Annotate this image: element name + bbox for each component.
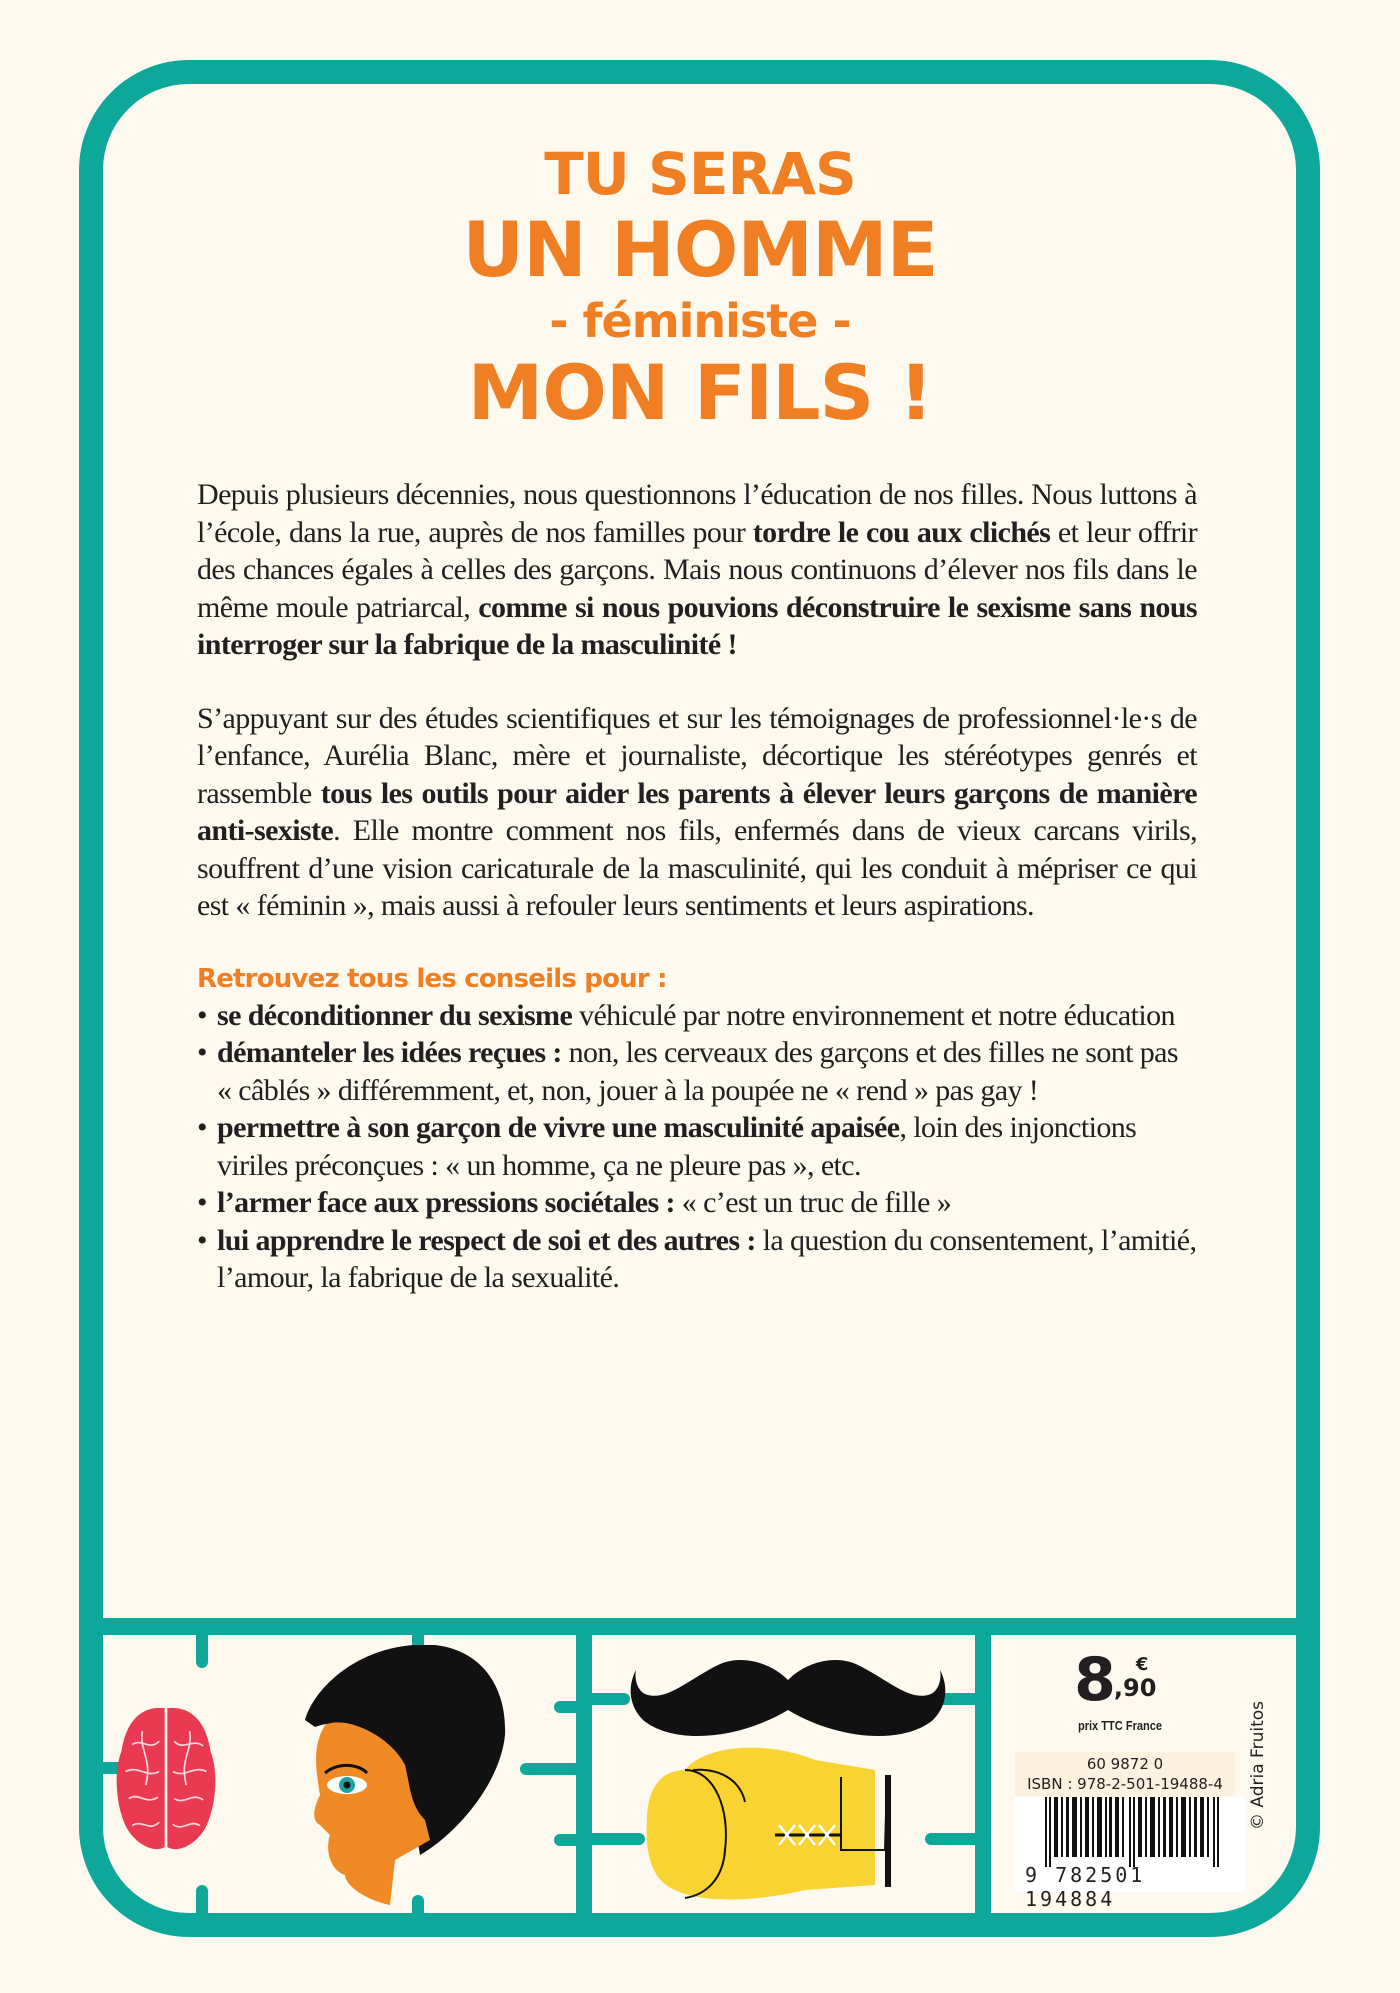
paragraph-1 [197,476,1197,664]
advice-item [197,1034,1197,1109]
sprue-gate [196,1630,208,1668]
p1-text-1: Depuis plusieurs décennies, nous questionnons l’éducation de nos filles. Nous luttons à l’école, dans la rue, auprès de nos familles pour [197,478,1197,549]
price-note: prix TTC France [1077,1718,1163,1733]
blurb [197,476,1197,1297]
advice-item [197,1109,1197,1184]
codes-block [1015,1752,1235,1796]
sprue-gate [590,1693,630,1705]
advice-item-bold: lui apprendre le respect de soi et des autres : [217,1223,756,1257]
internal-code: 60 9872 0 [1086,1755,1164,1773]
p2-bold-1: tous les outils pour aider les parents à élever leurs garçons de manière anti-sexiste [197,776,1197,847]
sprue-gate [554,1701,578,1713]
advice-list [197,997,1197,1297]
advice-item [197,1222,1197,1297]
p1-bold-1: tordre le cou aux clichés [752,515,1051,549]
price-block [1000,1645,1240,1733]
currency-symbol: € [1135,1654,1149,1675]
price-fraction [1113,1654,1166,1702]
sprue-bar-divider-2 [975,1625,991,1925]
barcode-digits: 9 782501 194884 [1025,1863,1146,1911]
advice-item-text: non, les cerveaux des garçons et des filles ne sont pas « câblés » différemment, et, non, jouer à la poupée ne « rend » pas gay ! [217,1036,1178,1107]
price-cents: ,90 [1113,1674,1157,1702]
sprue-bar-top [90,1618,1310,1635]
price [1074,1645,1166,1715]
advice-item-text: , loin des injonctions viriles préconçues : « un homme, ça ne pleure pas », etc. [217,1111,1137,1182]
sprue-gate [520,1763,580,1775]
advice-item [197,1184,1197,1222]
title-line-1: TU SERAS [544,140,856,208]
advice-item-text: « c’est un truc de fille » [674,1186,952,1219]
sprue-bar-divider-1 [576,1625,592,1925]
advice-item-text: véhiculé par notre environnement et notre éducation [572,998,1175,1032]
advice-item [197,997,1197,1035]
advice-item-text: la question du consentement, l’amitié, l’amour, la fabrique de la sexualité. [217,1223,1197,1294]
p1-bold-2: comme si nous pouvions déconstruire le sexisme sans nous interroger sur la fabrique de la masculinité ! [197,590,1197,661]
sprue-gate [554,1834,578,1846]
advice-item-bold: l’armer face aux pressions sociétales : [217,1186,675,1219]
advice-item-bold: se déconditionner du sexisme [217,998,573,1032]
advice-heading: Retrouvez tous les conseils pour : [197,963,667,994]
p2-text-1: S’appuyant sur des études scientifiques et sur les témoignages de professionnel·le·s de l’enfance, Aurélia Blanc, mère et journaliste, décortique les stéréotypes genrés et rassemble [197,701,1197,810]
p1-text-2: et leur offrir des chances égales à celles des garçons. Mais nous continuons d’élever nos fils dans le même moule patriarcal, [197,515,1198,624]
title-line-2: UN HOMME [462,205,938,294]
advice-item-bold: démanteler les idées reçues : [217,1036,562,1069]
title-line-4: MON FILS ! [467,348,933,437]
sprue-gate [590,1833,645,1845]
book-title [0,138,1400,437]
mustache-icon [628,1655,948,1750]
price-euros: 8 [1074,1645,1114,1715]
boy-head-icon [285,1645,515,1920]
boxing-glove-icon [645,1740,935,1915]
illustrator-credit: © Adria Fruitos [1248,1700,1268,1830]
brain-icon [112,1668,220,1895]
advice-item-bold: permettre à son garçon de vivre une masculinité apaisée [217,1111,900,1144]
barcode [1015,1797,1245,1911]
isbn: ISBN : 978-2-501-19488-4 [1027,1775,1223,1793]
p2-text-2: . Elle montre comment nos fils, enfermés dans de vieux carcans virils, souffrent d’une vision caricaturale de la masculinité, qui les conduit à mépriser ce qui est « féminin », mais aussi à refouler leurs sentiments et leurs aspirations. [197,814,1197,922]
paragraph-2 [197,700,1197,925]
title-line-3: - féministe - [549,294,851,348]
barcode-bars-icon [1045,1797,1235,1867]
